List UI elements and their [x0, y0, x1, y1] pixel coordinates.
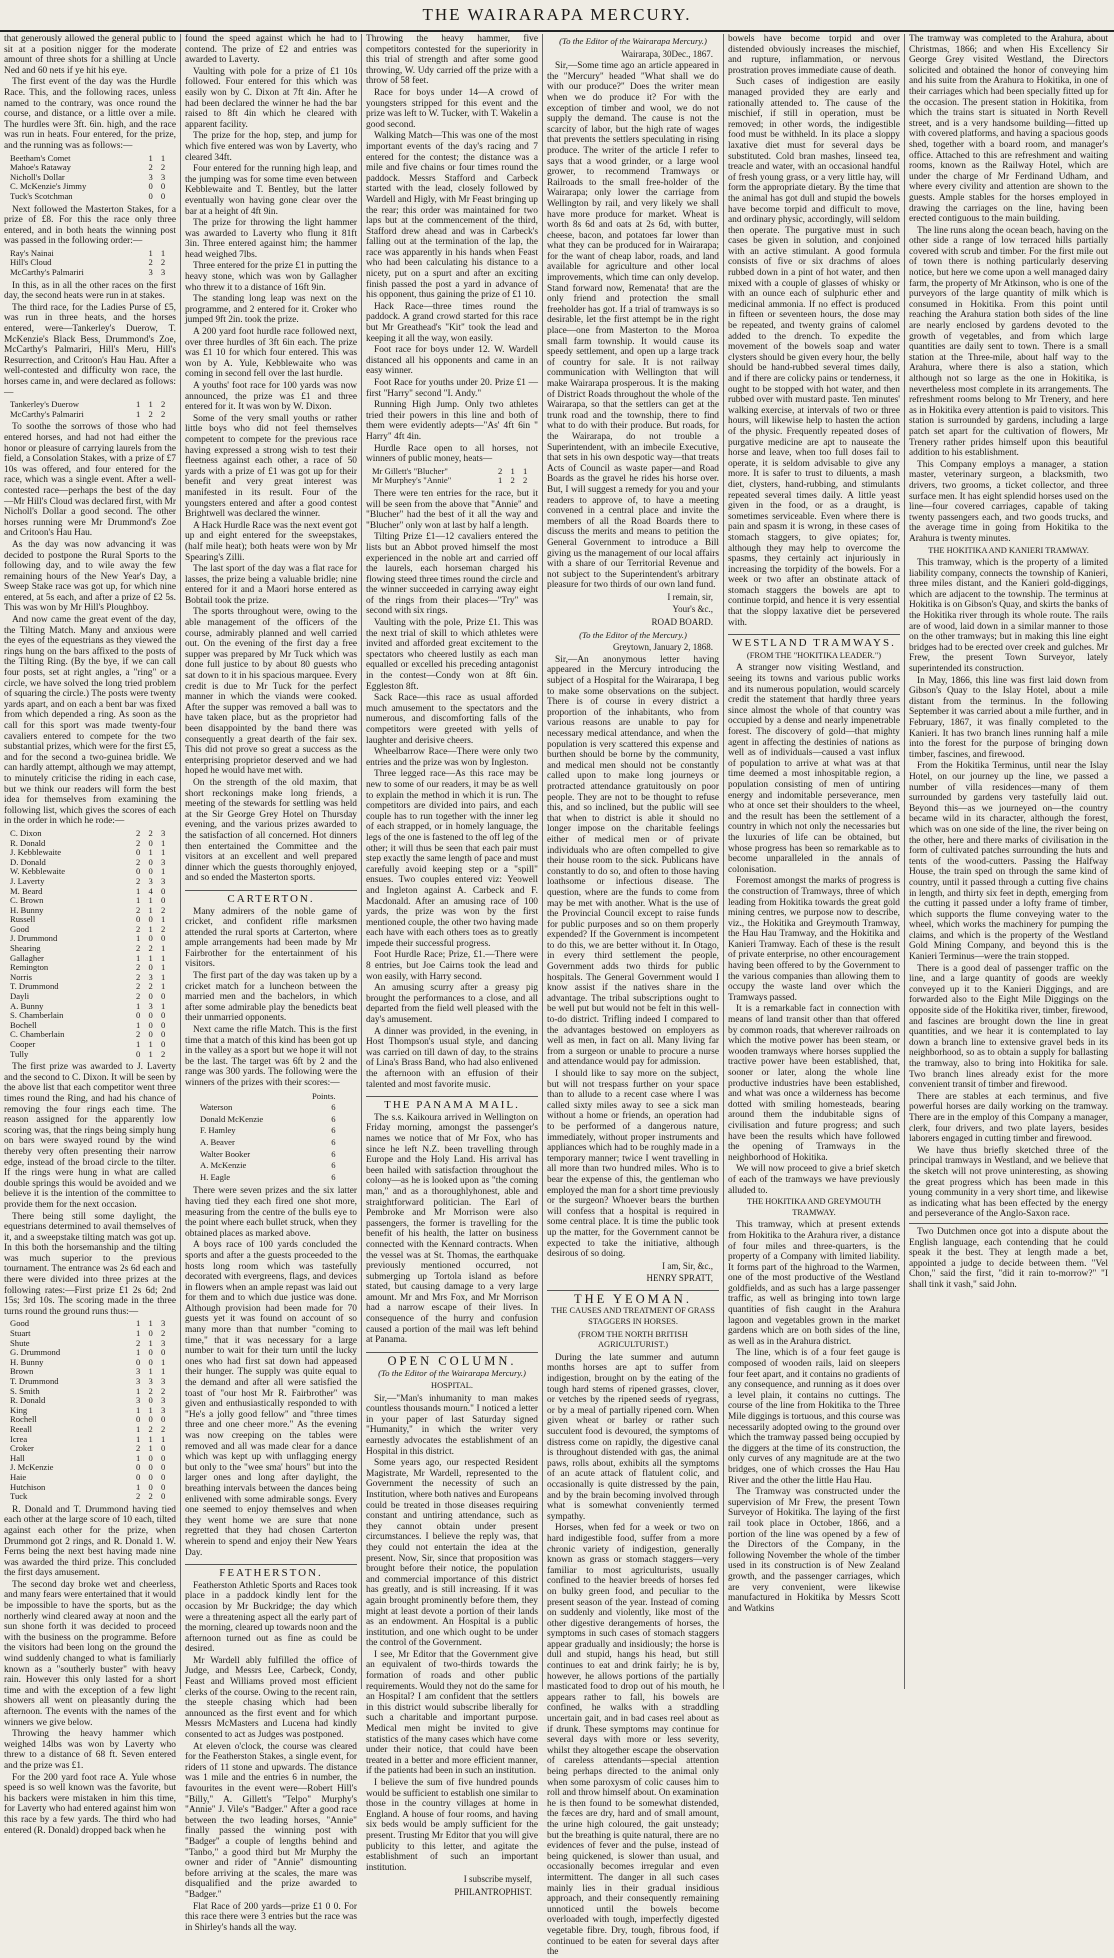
table-row [10, 1050, 168, 1060]
score: 0 1 1 [136, 847, 169, 858]
paragraph: Featherston Athletic Sports and Races took place in a paddock kindly lent for the occasion by Mr Buckridge; the day which were a threatening aspect all the early part of the morning, cleared up towards noon and the afternoon turned out as fine as could be desired. [185, 1580, 357, 1655]
score: 2 1 0 [136, 1443, 169, 1454]
paragraph: Next followed the Masterton Stakes, for a prize of £8. For this the race only three entered, and in both heats the winning post was passed in the following order:— [4, 204, 176, 247]
score: 2 0 1 [136, 962, 169, 973]
score: 1 1 0 [136, 895, 169, 906]
paragraph: Running High Jump. Only two athletes tried their powers in this line and both of them were evidently adepts—"As' 4ft 6in " Harry" 4ft 4in. [366, 400, 538, 442]
paragraph: Wheelbarrow Race—There were only two entries and the prize was won by Ingleston. [366, 747, 538, 768]
table-row [199, 1149, 337, 1161]
score: 0 0 1 [136, 914, 169, 925]
entrant: F. Hamley [200, 1125, 236, 1136]
entrant: T. Drummond [10, 1376, 59, 1386]
entrant: T. Drummond [10, 981, 59, 992]
entrant: J. Laverty [10, 875, 45, 886]
entrant: Shute [10, 1337, 30, 1348]
score: 1 1 1 [136, 952, 169, 963]
paragraph: In this, as in all the other races on the first day, the second heats were run in at stakes. [4, 280, 176, 302]
paragraph: In May, 1866, this line was first laid down from Gibson's Quay to the Islay Hotel, about a mile distant from the terminus. In the following September it was carried about a mile further, and in February, 1867, it was finally completed to the Kanieri. It has two branch lines running half a mile into the forest for the purpose of bringing down timber, fascines, and firewood. [909, 675, 1108, 760]
entrant: Mahoe's Rataway [10, 162, 71, 173]
entrant: H. Bunny [10, 904, 44, 915]
paragraph: We have thus briefly sketched three of the principal tramways in Westland, and we believe that the sketch will not prove uninteresting, as showing the great progress which has been made in this young community in a very short time, and likewise as indicating what has been effected by the energy and perseverance of the Anglo-Saxon race. [909, 1145, 1108, 1220]
paragraph: Sir,—"Man's inhumanity to man makes countless thousands mourn." I noticed a letter in your paper of last Saturday signed "Humanity," in which the writer very earnestly advocates the establishment of an Hospital in this district. [366, 1393, 538, 1457]
paragraph: Vaulting with the pole, Prize £1. This was the next trial of skill to which athletes were invited and afforded great excitement to the spectators who cheered lustily as each man equalled or excelled his preceding antagonist in the contest—Condy won at 8ft 6in. Eggleston 8ft. [366, 618, 538, 692]
paragraph: Horses, when fed for a week or two on hard indigestible food, suffer from a more chronic variety of indigestion, generally known as grass or stomach staggers—very familiar to most agriculturists, usually confined to the heavier breeds of horses fed on bulky green food, and peculiar to the present season of the year. Instead of coming on suddenly and violently, like most of the other digestive derangements of horses, the symptoms in such cases of stomach staggers appear gradually and insidiously; the horse is dull and stupid, hangs his head, but still continues to eat and drink fairly; he is by, however, he allows portions of the partially masticated food to drop out of his mouth, he appears rather to fall, his bowels are confined, he walks with a straddling uncertain gait, and in bad cases reel about as if drunk. These symptoms may continue for several days with more or less severity, whilst they altogether escape the observation of careless attendants—special attention being perhaps directed to the animal only when some paroxysm of colic causes him to roll and throw himself about. On examination he is then found to be somewhat distended, the fæces are dry, hard and of small amount, the urine high coloured, the gait unsteady; but the breathing is quite natural, there are no evidences of fever and the pulse, instead of being quickened, is slower than usual, and occasionally becomes irregular and even intermittent. The danger in all such cases mainly lies in their gradual insidious approach, and their consequently remaining unnoticed until the bowels become overloaded with tough, imperfectly digested vegetable fibre. Dry, tough, fibrous food, if continued to be eaten for several days after the [547, 1523, 719, 1958]
paragraph: At eleven o'clock, the course was cleared for the Featherston Stakes, a single event, for riders of 11 stone and upwards. The distance was 1 mile and the entries 6 in number, the favourites in the event were—Robert Hill's "Billy," A. Gillett's "Telpo" Murphy's "Annie" J. Vile's "Badger." After a good race between the two leading horses, "Annie" finally passed the winning post with "Badger" a couple of lengths behind and "Tanbo," a good third but Mr Murphy the owner and rider of "Annie" dismounting before arriving at the scales, the mare was disqualified and the prize awarded to "Badger." [185, 1741, 357, 1900]
score: 1 4 0 [136, 885, 169, 896]
blank-cell [199, 1091, 298, 1103]
results-table-masterton [10, 249, 168, 278]
score: 3 3 [148, 267, 169, 278]
score: 3 1 1 [136, 1366, 169, 1377]
score: 2 2 3 [136, 827, 169, 838]
table-row [10, 268, 168, 278]
entrant: Icrea [10, 1433, 28, 1444]
article-title-grass-staggers: THE CAUSES AND TREATMENT OF GRASS STAGGERS IN HORSES. [551, 1306, 715, 1327]
score: 2 1 2 [136, 923, 169, 934]
paragraph: The last sport of the day was a flat race for lasses, the prize being a valuable bridle; nine entered for it and a Maori horse entered as Bobtail took the prize. [185, 564, 357, 606]
paragraph: There were ten entries for the race, but it will be seen from the above that "Annie" and "Blucher" had the best of it all the way and "Blucher" only won at last by half a length. [366, 488, 538, 531]
score: 1 1 [148, 247, 169, 258]
signature-name: PHILANTROPHIST. [454, 1886, 532, 1897]
entrant: Tully [10, 1048, 29, 1059]
score: 1 2 2 [136, 1385, 169, 1396]
rifle-scores-table [199, 1091, 337, 1184]
dateline: Greytown, January 2, 1868. [613, 642, 713, 653]
paragraph: A stranger now visiting Westland, and seeing its towns and various public works and its numerous population, would scarcely credit the statement that hardly three years since almost the whole of that country was occupied by a dense and nearly impenetrable forest. The discovery of gold—that mighty agent in affecting the destinies of nations as well as of individuals—caused a vast influx of population to arrive at what was at that time deemed a most inhospitable region, a population consisting of men of untiring energy and indomitable perseverance, men who at once set their shoulders to the wheel, and the result has been the settlement of a country in which not only the necessaries but the luxuries of life can be obtained, but whose progress has been so remarkable as to become unparalleled in the annals of colonisation. [728, 663, 900, 875]
column-rule [180, 34, 181, 1689]
score: 2 1 2 [136, 904, 169, 915]
paragraph: Foremost amongst the marks of progress is the construction of Tramways, three of which leading from Hokitika towards the great gold mining centres, we purpose now to describe, viz., the Hokitika and Greymouth Tramway, the Hau Hau Tramway, and the Hokitika and Kanieri Tramway. Each of these is the result of private enterprise, no other encouragement having been offered to by the Government to the various companies than allowing them to occupy the waste land over which the Tramways passed. [728, 876, 900, 1003]
column-6 [909, 34, 1108, 1689]
paragraph: Four entered for the running high leap, and the jumping was for some time even between Kebblewaite and T. Bentley, but the latter eventually won having gone clear over the bar at a height of 4ft 9in. [185, 164, 357, 217]
score: 1 0 0 [136, 1452, 169, 1463]
score: 6 [331, 1171, 336, 1182]
entrant: Donald McKenzie [200, 1113, 264, 1124]
table-row [199, 1102, 337, 1114]
letter-title-hospital: HOSPITAL. [431, 1381, 473, 1391]
score: 2 1 1 [498, 465, 531, 476]
paragraph: The prize for throwing the light hammer was awarded to Laverty who flung it 81ft 3in. Three entered against him; the hammer head weighed 7lbs. [185, 218, 357, 260]
entrant: G. Drummond [10, 1347, 61, 1358]
paragraph: Sir,—An anonymous letter having appeared in the Mercury introducing the subject of a Hospital for the Wairarapa, I beg to make some observations on the subject. There is of course in every district a proportion of the inhabitants, who from various reasons are unable to pay for necessary medical attendance, and when the population is very scattered this expense and burthen should be borne by the community, and medical men should not be constantly called upon to make long journeys or protracted attendance gratuitously on poor people. They are not to be thought to refuse this, and so inclined, but the public will see that when to district is able it should no longer impose on the charitable feelings either of medical men or of private individuals who are often compelled to give their house room to the sick. Publicans have constantly to do so, and often to those having loathsome or infectious disease. The question, where are the funds to come from may be met with another. What is the use of the Provincial Council except to raise funds for public purposes and so on them properly expended? If the Government is incompetent to do this, we are better without it. In Otago, in every third settlement the people, Government adds two thirds for public hospitals. The General Government would I know assist if the natives share in the advantage. The tribal subscriptions ought to be well put but would not be felt in this well-to-do district. Trifling indeed I compared to the advantages bestowed on employers as well as men, in fact on all. Many living far from a surgeon or unable to procure a nurse and attendance would pay for admission. [547, 654, 719, 1068]
entrant: Remington [10, 962, 49, 973]
table-row [199, 1160, 337, 1172]
paragraph: Two Dutchmen once got into a dispute about the English language, each contending that he could speak it the best. They at length made a bet, appointed a judge to decide between them. "Vel Chon," said the first, "did it rain to-morrow?" "I shall tink it vash," said John. [909, 1226, 1108, 1290]
entrant: McCarthy's Palmariri [10, 408, 84, 419]
results-table-hurdle-open [372, 467, 530, 486]
paragraph: An amusing scurry after a greasy pig brought the performances to a close, and all departed from the field well pleased with the day's amusement. [366, 983, 538, 1026]
paragraph: found the speed against which he had to contend. The prize of £2 and entries was awarded to Laverty. [185, 34, 357, 66]
score: 3 3 3 [136, 1376, 169, 1386]
section-heading-open-column: OPEN COLUMN. [366, 1352, 538, 1367]
paragraph: Sack Race—this race as usual afforded much amusement to the spectators and the numerous, and discomforting falls of the competitors were greeted with yells of laughter and derisive cheers. [366, 693, 538, 746]
paragraph: As the day was now advancing it was decided to postpone the Rural Sports to the following day, and to wile away the few remaining hours of the New Year's Day, a Sweep Stake race was got up, for which nine entered, at 5s each, and after a prize of £2 5s. This was won by Mr Hill's Ploughboy. [4, 539, 176, 614]
entrant: M. Beard [10, 885, 43, 896]
paragraph: The standing long leap was next on the programme, and 2 entered for it. Croker who jumped 9ft 2in. took the prize. [185, 294, 357, 326]
score: 0 0 0 [136, 1010, 169, 1021]
section-heading-yeoman: THE YEOMAN. [547, 1290, 719, 1305]
paragraph: Mr Wardell ably fulfilled the office of Judge, and Messrs Lee, Carbeck, Condy, Feast and Williams proved most efficient clerks of the course. Owing to the recent rain, the steeple chasing which had been announced as the first event and for which Messrs McMasters and Lucena had kindly consented to act as Judges was postponed. [185, 1655, 357, 1741]
entrant: A. McKenzie [200, 1160, 247, 1171]
score: 1 1 2 [136, 399, 169, 410]
paragraph: I see, Mr Editor that the Government give an equivalent of two-thirds towards the formation of roads and other public requirements. Would they not do the same for an Hospital? I am confident that the settlers in this district would subscribe liberally for such a charitable and important purpose. Medical men might be invited to give statistics of the many cases which have come under their notice, that could have been treated in a better and more efficient manner, if the patients had been in such an institution. [366, 1649, 538, 1777]
paragraph: It is a remarkable fact in connection with means of land transit other than that offered by common roads, that wherever railroads on which the motive power has been steam, or wooden tramways where horses supplied the tractive power have been established, that, sooner or later, along the whole line productive industries have been established, and what was once a wilderness has become dotted with smiling homesteads, bearing around them the indubitable signs of civilisation and future progress; and such have been the results which have followed the opening of Tramways in the neighborhood of Hokitika. [728, 1004, 900, 1163]
column-1 [4, 34, 176, 1836]
entrant: King [10, 1404, 28, 1415]
editor-address: (To the Editor of the Wairarapa Mercury.) [378, 1368, 526, 1379]
score: 1 1 3 [136, 1318, 169, 1329]
column-5 [728, 34, 900, 1689]
score: 0 0 0 [136, 1414, 169, 1425]
paragraph: On the strength of the old maxim, that short reckonings make long friends, a meeting of the stewards for settling was held at the Sir George Grey Hotel on Thursday evening, and the various prizes awarded to the satisfaction of all concerned. Hot dinners then entertained the Committee and the visitors at an excellent and well prepared dinner which the guests thoroughly enjoyed, and so ended the Masterton sports. [185, 777, 357, 884]
paragraph: The second day broke wet and cheerless, and many fears were entertained that it would be impossible to have the sports, but as the northerly wind cleared away at noon and the sun shone forth it was decided to proceed with the business on the programme. Before the visitors had been long on the ground the wind suddenly changed to what is familiarly known as a "southerly buster" with heavy rain. However this only lasted for a short time and with the exception of a few light showers all went on pleasantly during the afternoon. The events with the names of the winners we give below. [4, 1579, 176, 1728]
score: 0 0 0 [136, 1471, 169, 1482]
paragraph: For the 200 yard foot race A. Yule whose speed is so well known was the favorite, but his backers were mistaken in him this time, for Laverty who had entered against him won this race by a few yards. The third who had entered (R. Donald) dropped back when he [4, 1772, 176, 1836]
paragraph: I believe the sum of five hundred pounds would be sufficient to establish one similar to those in the country villages at home in England. A house of four rooms, and having six beds would be amply sufficient for the present. Trusting Mr Editor that you will give publicity to this letter, and agitate the establishment of such an important institution. [366, 1778, 538, 1873]
score: 1 0 2 [136, 1328, 169, 1339]
entrant: A. Beaver [200, 1136, 235, 1147]
score: 2 3 1 [136, 971, 169, 982]
paragraph: A dinner was provided, in the evening, in Host Thompson's usual style, and dancing was carried on till dawn of day, to the strains of Lina's Brass Band, who had also enlivened the afternoon with an effusion of their talented and most favorite music. [366, 1026, 538, 1090]
paragraph: Vaulting with pole for a prize of £1 10s followed. Four entered for this which was easily won by C. Dixon at 7ft 4in. After he had been declared the winner he had the bar raised to 8ft 4in which he cleared with apparent facility. [185, 66, 357, 130]
score: 6 [331, 1125, 336, 1136]
entrant: Tankerley's Duerow [10, 399, 79, 410]
score: 1 0 0 [136, 1347, 169, 1358]
entrant: Beetham's Comet [10, 152, 71, 163]
subheading-hokitika-kanieri: THE HOKITIKA AND KANIERI TRAMWAY. [928, 545, 1089, 555]
table-row [372, 476, 530, 486]
signature-line: I remain, sir, [667, 591, 713, 602]
entrant: C. Dixon [10, 827, 42, 838]
table-row [199, 1114, 337, 1126]
score: 2 2 [148, 257, 169, 268]
score: 6 [331, 1148, 336, 1159]
editor-address: (To the Editor of the Wairarapa Mercury.) [559, 36, 707, 46]
entrant: Dayli [10, 991, 30, 1002]
entrant: Waterson [200, 1102, 233, 1113]
article-source: (FROM THE "HOKITIKA LEADER.") [746, 650, 882, 660]
paragraph: Race for boys under 14—A crowd of youngsters stripped for this event and the prize was left to W. Tucker, with T. Wakelin a good second. [366, 87, 538, 130]
score: 2 2 [148, 162, 169, 173]
score: 6 [331, 1136, 336, 1147]
paragraph: There were seven prizes and the six latter having tied they each fired one shot more, measuring from the centre of the bulls eye to the point where each bullet struck, when they obtained places as marked above. [185, 1186, 357, 1239]
article-source: (FROM THE NORTH BRITISH AGRICULTURIST.) [578, 1329, 688, 1350]
entrant: Tuck [10, 1491, 28, 1502]
paragraph: There are stables at each terminus, and five powerful horses are daily working on the tramway. There are in the employ of this Company a manager, clerk, four drivers, and two plate layers, besides laborers engaged in cutting timber and firewood. [909, 1091, 1108, 1145]
paragraph: Throwing the heavy hammer, five competitors contested for the superiority in this trial of strength and after some good throwing, W. Udy carried off the prize with a throw of 58 feet. [366, 34, 538, 87]
paragraph: During the late summer and autumn months horses are apt to suffer from indigestion, brought on by the eating of the tough hard stems of ripened grasses, clover, or vetches by the ripened seeds of ryegrass, or by a meal of partially ripened corn. When given wheat or barley or rather such succulent food is devoured, the symptoms of distress come on rapidly, the digestive canal is throughout distended with gas, the animal paws, rolls about, exhibits all the symptoms of an acute attack of flatulent colic, and occasionally is quite distressed by the pain, and by the brain becoming involved through what is somewhat conveniently termed sympathy. [547, 1352, 719, 1522]
paragraph: Foot race for boys under 12. W. Wardell distanced all his opponents and came in an easy winner. [366, 345, 538, 377]
entrant: Haie [10, 1471, 27, 1482]
table-row [10, 1492, 168, 1502]
results-table-ladies-purse [10, 400, 168, 419]
score: 2 2 1 [136, 943, 169, 954]
entrant: A. Bunny [10, 1000, 44, 1011]
signature-name: HENRY SPRATT, [646, 1273, 713, 1284]
entrant: Cooper [10, 1039, 36, 1049]
score: 0 0 0 [136, 1462, 169, 1473]
entrant: Reeall [10, 1423, 32, 1434]
entrant: Gallagher [10, 952, 44, 963]
score: 2 3 3 [136, 875, 169, 886]
entrant: Good [10, 923, 30, 934]
signature-line: I am, Sir, &c., [662, 1260, 713, 1271]
section-heading-panama-mail: THE PANAMA MAIL. [366, 1096, 538, 1111]
entrant: H. Eagle [200, 1171, 231, 1182]
entrant: S. Smith [10, 1385, 40, 1396]
entrant: C. Chamberlain [10, 1029, 65, 1040]
score: 1 2 2 [136, 1423, 169, 1434]
score: 2 0 3 [136, 856, 169, 867]
paragraph: The first prize was awarded to J. Laverty and the second to C. Dixon. It will be seen by the above list that each competitor went three times round the Ring, and had his chance of removing the four rings each time. The reason assigned for the apparently low scoring was, that the rings being simply hung on bars were swayed round by the wind thereby very often presenting their narrow edge, instead of the broad circle to the tilter. If the rings were hung in what are called double springs this would be avoided and we believe it is the intention of the committee to provide them for the next occasion. [4, 1062, 176, 1210]
score: 1 0 0 [136, 933, 169, 944]
section-heading-carterton: CARTERTON. [185, 890, 357, 905]
paragraph: Some of the very small youths or rather little boys who did not feel themselves competent to compete for the previous race having expressed a strong wish to test their fleetness against each other, a race of 50 yards with a prize of £1 was got up for their benefit and very great interest was manifested in its result. Four of the youngsters entered and after a good contest Brightwell was declared the winner. [185, 413, 357, 520]
entrant: Croker [10, 1443, 34, 1454]
column-4 [547, 34, 719, 1958]
results-table-sweepstake-tilting [10, 1319, 168, 1501]
paragraph: Such cases of indigestion are easily managed provided they are early and rationally attended to. The cause of the mischief, if still in operation, must be removed; in other words, the indigestible food must be withheld. In its place a sloppy laxative diet must for several days be substituted. Cold bran mashes, linseed tea, treacle and water, with an occasional handful of fresh young grass, or a very little hay, will form the appropriate dietary. By the time that the animal has got dull and stupid the bowels have become torpid and difficult to move, and ordinary physic, accordingly, will seldom then operate. The purgative must in such cases be given in solution, and conjoined with an active stimulant. A good formula consists of five or six drachms of aloes rubbed down in a pint of hot water, and then mixed with a couple of glasses of whisky or with an ounce each of sulphuric ether and medicinal ammonia. If no effect is produced in fifteen or seventeen hours, the dose may be repeated, and twenty grains of calomel added to the drench. To expedite the movement of the bowels soap and water clysters should be given every hour, the belly should be hand-rubbed several times daily, and if there are colicky pains or tenderness, it ought to be stopped with hot water, and then rubbed over with mustard paste. Ten minutes' walking exercise, at intervals of two or three hours, will likewise help to hasten the action of the physic. Frequently repeated doses of purgative medicine are apt to nauseate the horse and leave, when too full doses fail to operate, it is seldom advisable to give any more. It is safer to trust to diluents, a mash diet, clysters, hand-rubbing, and stimulants repeated several times daily. A little yeast given in the food, or as a draught, is sometimes serviceable. Even where there is pain and spasm it is wrong, in these cases of stomach staggers, to give opiates; for, although they may help to overcome the spasms, they certainly act injuriously in increasing the torpidity of the bowels. For a week or two after an obstinate attack of stomach staggers the bowels are apt to continue torpid, and hence it is very essential that the sloppy laxative diet be persevered with. [728, 77, 900, 628]
columns [4, 34, 1110, 1958]
paragraph: This tramway, which is the property of a limited liability company, connects the township of Kanieri, three miles distant, and the Kanieri gold-diggings, which are adjacent to the township. The terminus at Hokitika is on Gibson's Quay, and skirts the banks of the Hokitika river through its whole route. The rails are of wood, laid down in a similar manner to those on the other tramways; but in making this line eight bridges had to be erected over creek and gulches. Mr Frew, the present Town Surveyor, lately superintended its construction. [909, 558, 1108, 675]
paragraph: The prize for the hop, step, and jump for which five entered was won by Laverty, who cleared 34ft. [185, 131, 357, 163]
paragraph: A youths' foot race for 100 yards was now announced, the prize was £1 and three entered for it. It was won by W. Dixon. [185, 381, 357, 413]
score: 2 1 3 [136, 1337, 169, 1348]
entrant: R. Donald [10, 837, 46, 848]
dateline: Wairarapa, 30Dec., 1867. [621, 48, 713, 59]
subheading-hokitika-greymouth: THE HOKITIKA AND GREYMOUTH TRAMWAY. [746, 1197, 882, 1217]
score: 1 1 [148, 152, 169, 163]
entrant: D. Donald [10, 856, 46, 867]
signature-line: Your's &c., [672, 604, 713, 615]
paragraph: From the Hokitika Terminus, until near the Islay Hotel, on our journey up the line, we passed a number of villa residences—many of them surrounded by gardens very tastefully laid out. Beyond this—as we journeyed on—the country became wild in its character, although the forest, which was on one side of the line, the river being on the other, here and there marks of civilisation in the form of cultivated patches surrounding the huts and tents of the wood-cutters. Passing the Halfway House, the train sped on through the same kind of country, until it passed through a cutting five chains in length, and thirty six feet in depth, emerging from the cutting it passed under a lofty frame of timber, which supports the flume conveying water to the wheel, which works the machinery for pumping the claims, and which is the property of the Westland Gold Mining Company, and beyond this is the Kanieri Terminus—were the train stopped. [909, 761, 1108, 963]
entrant: Russell [10, 914, 36, 925]
paragraph: And now came the great event of the day, the Tilting Match. Many and anxious were the eyes of the equestrians as they viewed the rings hung on the bars affixed to the posts of the Tilting Ring. (By the bye, if we can call four posts, set at right angles, a "ring" or a circle, we have solved the long tried problem of squaring the circle.) The posts were twenty yards apart, and on each a bent bar was fixed from which depended a ring. As soon as the call for this sport was made twenty-four cavaliers entered to compete for the two substantial prizes, which were for the first £5, and for the second a two-guinea bridle. We can hardly attempt, although we may attempt, to minutely criticise the riding in each case, but we think our readers will form the best idea for themselves from examining the following list, which gives the scores of each in the order in which he rode:— [4, 615, 176, 827]
paragraph: The s.s. Kaikoura arrived in Wellington on Friday morning, amongst the passenger's names we notice that of Mr Fox, who has since he left N.Z. been travelling through Europe and the Holy Land. His arrival has been hailed with satisfaction throughout the colony—as he is looked upon as "the coming man," and as a thoroughlyhonest, able and straightforward politician. The Earl of Pembroke and Mr Morrison were also passengers, the former is travelling for the benefit of his health, the latter on business connected with the Kennard contracts. When the vessel was at St. Thomas, the earthquake previously mentioned occurred, not submerging up Tortola island as before stated, but causing damage to a very large amount. Mr and Mrs Fox, and Mr Morrison had a narrow escape of their lives. In consequence of the hurry and confusion caused a portion of the mail was left behind at Panama. [366, 1112, 538, 1346]
paragraph: This tramway, which at present extends from Hokitika to the Arahura river, a distance of four miles and three-quarters, is the property of a Company with limited liability. It forms part of the highroad to the Warmen, one of the most productive of the Westland goldfields, and as such has a large passenger traffic, as well as bringing into town large quantities of fish caught in the Arahura lagoon and vegetables grown in the market gardens which are on both sides of the line, as well as in the Arahura district. [728, 1220, 900, 1347]
column-3 [366, 34, 538, 1897]
paragraph: A boys race of 100 yards concluded the sports and after a the guests proceeded to the hosts long room which was tastefully decorated with evergreens, flags, and devices in flowers when an ample repast was laid out for them and to which due justice was done. Although provision had been made for 70 guests yet it was found on account of so many more than that number "coming to time," that it was necessary for a large number to wait for their turn until the lucky ones who had first sat down had appeased their hunger. The supply was quite equal to the demand and after all were satisfied the toast of "our host Mr R. Fairbrother" was given and enthusiastically responded to with "He's a jolly good fellow" and "three times three and one cheer more." As the evening was now creeping on the tables were removed and all was made clear for a dance which was kept up with unflagging energy but only to the "wee sma' hours" but into the larger ones and long after daylight, the breathing intervals between the dances being enlivened with some admirable songs. Every one seemed to enjoy themselves and when they went home we are sure that none regretted that they had chosen Carterton wherein to spend and enjoy their New Years Day. [185, 1240, 357, 1558]
table-row [10, 410, 168, 420]
score: 1 3 1 [136, 1000, 169, 1011]
score: 2 2 1 [136, 981, 169, 992]
entrant: Mr Murphey's "Annie" [372, 475, 452, 486]
entrant: Walter Booker [200, 1148, 251, 1159]
paragraph: A Hack Hurdle Race was the next event got up and eight entered for the sweepstakes, (half mile heat); both heats were won by Mr Spearing's Zilli. [185, 520, 358, 563]
score: 0 0 1 [136, 866, 169, 877]
entrant: Rochell [10, 1414, 37, 1425]
score: 1 0 0 [136, 1019, 169, 1030]
table-row [199, 1137, 337, 1149]
paragraph: The first event of the day was the Hurdle Race. This, and the following races, unless named to the contrary, was once round the course, and distance, or a little over a mile. The hurdles were 3ft. 6in. high, and the race was run in heats. Four entered, for the prize, and the running was as follows:— [4, 77, 176, 151]
paragraph: Some years ago, our respected Resident Magistrate, Mr Wardell, represented to the Government the necessity of such an Institution, where both natives and Europeans could be treated in those diseases requiring constant and untiring attendance, such as they cannot obtain under present circumstances. I believe the reply was, that they could not entertain the idea at the present. Now, Sir, since that proposition was brought before their notice, the population and commercial importance of this district has greatly, and is still increasing. If it was again brought prominently before them, they might at least devote a portion of their lands as an endowment. An Hospital is a public institution, and one which ought to be under the control of the Government. [366, 1458, 538, 1649]
entrant: Stuart [10, 1328, 31, 1339]
entrant: J. Kebblewaite [10, 847, 62, 858]
paragraph: Hurdle Race open to all horses, not winners of public money, heats— [366, 443, 538, 465]
paragraph: Tilting Prize £1—12 cavaliers entered the lists but an Abbot proved himself the most experienced in the noble art and carried off the laurels, each horseman charged his flowing steed three times round the circle and the winner succeeded in carrying away eight of the rings from their places—"Try" was second with six rings. [366, 532, 538, 617]
paragraph: Next came the rifle Match. This is the first time that a match of this kind has been got up in the valley as a sport but we hope it will not be the last. The target was 6ft by 2 and the range was 300 yards. The following were the winners of the prizes with their scores:— [185, 1025, 357, 1088]
score: 2 2 0 [136, 1491, 169, 1502]
paragraph: The third race, for the Ladies Purse of £5, was run in three heats, and the horses entered, were—Tankerley's Duerow, T. McKenzie's Black Bess, Drummond's Zoe, McCarthy's Palmariri, Hill's Meru, Hill's Resurrection, and Critoon's Hau Hau. After a well-contested and difficulty won race, the horses came in, and were declared as follows:— [4, 302, 176, 398]
paragraph: There being still some daylight, the equestrians determined to avail themselves of it, and a sweepstake tilting match was got up. In this both the horsemanship and the tilting was much superior to the previous tournament. The entrance was 2s 6d each and there were divided into three prizes at the following rates:—First prize £1 2s 6d; 2nd 15s; 3rd 10s. The scoring made in the three turns round the ground runs thus:— [4, 1211, 176, 1317]
score: 1 0 0 [136, 1481, 169, 1492]
score: 6 [331, 1113, 336, 1124]
paragraph: Throwing the heavy hammer which weighed 14lbs was won by Laverty who threw to a distance of 68 ft. Seven entered and the prize was £1. [4, 1729, 176, 1771]
section-divider [909, 1223, 1108, 1224]
entrant: S. Chamberlain [10, 1010, 64, 1021]
paragraph: Sir,—Some time ago an article appeared in the "Mercury" headed "What shall we do with our produce?" Does the writer mean when we do produce it? For with the exception of timber and wool, we do not supply the demand. The cause is not the scarcity of labor, but the high rate of wages that prevents the settlers speculating in rising produce. The writer of the article I refer to says that a wood grinder, or a large wool grower, to recommend Tramways or Railroads to the small free-holder of the Wairarapa; only lower the carriage from Wellington by rail, and very likely we shall have more produce for market. Wheat is worth 8s 6d and oats at 2s 6d, with butter, cheese, bacon, and potatoes far lower than what they can be produced for in Wairarapa; for the want of cheap labor, roads, and land available for agriculture and other local improvements, which time can only develop. Stand forward now, Remenata! that are the only friend and protection the small freeholder has got. If a trial of tramways is so desirable, let the first attempt be in the right place—one from Masterton to the Moroa small farm township. It would cause its speedy settlement, and open up a large track of country for sale. It is not railway communication with Wellington that will make Wairarapa prosperous. It is the making of District Roads throughout the whole of the Wairarapa, so that the settlers can get at the trunk road and the township, there to find what to do with their produce. But roads, for the Wairarapa, do not trouble a Superintendent, with an imbecile Executive, that sets in his own despotic way—that treats Acts of Council as waste paper—and Road Boards as the gravel he rides his horse over. But, I will suggest a remedy for you and your readers to approve of, to have a meeting convened in a central place and invite the members of all the Road Boards there to discuss the merits and means to petition the General Government to introduce a Bill giving us the management of our local affairs with a share of our Territorial Revenue and not subject to the Superintendent's arbitrary pleasure for two thirds of our own land fund. [547, 61, 719, 591]
paragraph: The Tramway was constructed under the supervision of Mr Frew, the present Town Surveyor of Hokitika. The laying of the first rail took place in October, 1866, and a portion of the line was opened by a few of the Directors of the Company, in the following November the whole of the timber used in its construction is of New Zealand growth, and the passenger carriages, which are very convenient, were likewise manufactured in Hokitika by Messrs Scott and Watkins [728, 1487, 900, 1614]
paragraph: Walking Match—This was one of the most important events of the day's racing and 7 entered for the contest; the distance was a mile and five chains or four times round the paddock. Messrs Stafford and Carbeck started with the lead, closely followed by Wardell and Higly, with Mr Feast bringing up the rear; this order was maintained for two laps but at the commencement of the third, Stafford drew ahead and was in Carbeck's falling out at the termination of the lap, the race was apparently in his hands when Feast who had been calculating his distance to a nicety, put on a spurt and after an exciting finish passed the post a yard in advance of his opponent, thus gaining the prize of £1 10. [366, 131, 538, 301]
paragraph: The first part of the day was taken up by a cricket match for a luncheon between the married men and the bachelors, in which after some admirable play the benedicts beat their unmarried opponents. [185, 971, 357, 1024]
entrant: McCarthy's Palmariri [10, 267, 84, 278]
entrant: J. McKenzie [10, 1462, 54, 1473]
paragraph: Flat Race of 200 yards—prize £1 0 0. For this race there were 3 entries but the race was in Shirley's hands all the way. [185, 1901, 357, 1933]
entrant: Mr Gillett's "Blucher" [372, 465, 448, 476]
score: 2 0 1 [136, 837, 169, 848]
paragraph: R. Donald and T. Drummond having tied each other at the large score of 10 each, tilted against each other for the prize, when Drummond got 2 rings, and R. Donald 1. W. Ferns being the next best having made nine was awarded the third prize. This concluded the first days amusement. [4, 1504, 176, 1579]
score: 3 0 3 [136, 1395, 169, 1406]
entrant: Tuck's Scotchman [10, 190, 73, 201]
entrant: J. Drummond [10, 933, 58, 944]
entrant: Norris [10, 971, 32, 982]
paragraph: Foot Hurdle Race; Prize, £1.—There were 8 entries, but Joe Cairns took the lead and won easily, with Harry second. [366, 950, 538, 982]
entrant: Bochell [10, 1019, 37, 1030]
entrant: Hill's Cloud [10, 257, 52, 268]
column-rule [361, 34, 362, 1689]
paragraph: Three legged race—As this race may be new to some of our readers, it may be as well to explain the method in which it is run. The competitors are divided into pairs, and each couple has to run together with the inner leg of each strapped, or in homely language, the legs of the one is fastened to the off leg of the other; it will thus be seen that each pair must step exactly the same length of pace and must carefully avoid keeping step or a "spill" ensues. Two couples entered viz: Yeowell and Ingleton against A. Carbeck and F. Macdonald. After an amusing race of 100 yards, the prize was won by the first mentioned couple, the other two having made each have with each others toes as to greatly impede their successful progress. [366, 769, 538, 949]
score: 6 [331, 1160, 336, 1171]
paragraph: This Company employs a manager, a station master, veterinary surgeon, a blacksmith, two drivers, two grooms, a ticket collector, and three surface men. It has eight splendid horses used on the line—four covered carriages, capable of taking twenty passengers each, and two goods trucks, and the average time in going from Hokitika to the Arahura is twenty minutes. [909, 459, 1108, 544]
entrant: Brown [10, 1366, 34, 1377]
paragraph: The line runs along the ocean beach, having on the other side a range of low terraced hills partially covered with scrub and timber. For the first mile out of town there is nothing particularly deserving notice, but here we come upon a well managed dairy farm, the property of Mr Atkinson, who is one of the purveyors of the large quantity of milk which is consumed in Hokitika. From this point until reaching the Arahura station both sides of the line are nearly enclosed by gardens devoted to the growth of vegetables, and from which large quantities are daily sent to town. There is a small station at the Three-mile, about half way to the Arahura, where there is also a station, which although not so large as the one in Hokitika, is nevertheless most complete in its arrangements. The refreshment rooms belong to Mr Trenery, and here as in Hokitika every attention is paid to visitors. This station is surrounded by gardens, including a large patch set apart for the cultivation of flowers, Mr Trenery rather prides himself upon this beautiful addition to his establishment. [909, 225, 1108, 459]
paragraph: There is a good deal of passenger traffic on the line, and a large quantity of goods are weekly conveyed up it to the Kanieri Diggings, and are forwarded also to the Eight Mile Diggings on the opposite side of the Hokitika river, timber, firewood, and fascines are brought down the line in great quantities, and we hear it is contemplated to lay down a branch line to extensive gravel beds in its neighborhood, so as to obtain a supply for ballasting the tramway, also to bring into Hokitika for sale. Two branch lines already exist for the more convenient transit of timber and firewood. [909, 963, 1108, 1091]
paragraph: Three entered for the prize £1 in putting the heavy stone, which was won by Gallagher who threw it to a distance of 16ft 9in. [185, 261, 357, 293]
paragraph: that generously allowed the general public to sit at a position nigger for the moderate amount of three shots for a shilling at Uncle Ned and 60 nets if ye hit his eye. [4, 34, 176, 76]
paragraph: Hack Race—three times round the paddock. A grand crowd started for this race but Mr Greathead's "Kit" took the lead and keeping it all the way, won easily. [366, 301, 538, 344]
entrant: W. Kebblewaite [10, 866, 66, 877]
table-row [10, 192, 168, 202]
score: 0 0 1 [136, 1356, 169, 1367]
column-2 [185, 34, 358, 1933]
results-table-tilting [10, 829, 168, 1059]
table-row [199, 1125, 337, 1137]
score: 1 1 3 [136, 1404, 169, 1415]
paragraph: I should like to say more on the subject, but will not trespass further on your space than to allude to a recent case where I was called sixty miles away to see a sick man without a home or friends, an operation had to be performed of a dangerous nature, immediately, without proper instruments and appliances which had to be roughly made in a temporary manner; twice I went travelling in all more than two hundred miles. Who is to bear the expense of this, the gentleman who employed the man for a short time previously or the surgeon? Whoever bears the burthen will confess that a hospital is required in some central place. It is time the public took up the matter, for the Government cannot be expected to take the initiative, although desirous of so doing. [547, 1069, 719, 1260]
score: 2 0 0 [136, 991, 169, 1002]
results-table-hurdle [10, 154, 168, 202]
entrant: R. Donald [10, 1395, 46, 1406]
paragraph: The tramway was completed to the Arahura, about Christmas, 1866; and when His Excellency Sir George Grey visited Westland, the Directors solicited and obtained the honor of conveying him and his suite from the Arahura to Hokitika, in one of their carriages which had been specially fitted up for the occasion. The present station in Hokitika, from which the trains start is situated in North Revell street, and is a very handsome building—fitted up with covered platforms, and having a spacious goods shed, together with a board room, and manager's office. Attached to this are refreshment and waiting rooms, known as the Railway Hotel, which are under the charge of Mr Ferdinand Udham, and where every civility and attention are shown to the guests. Ample stables for the horses employed in drawing the carriages on the line, having been erected contiguous to the main building. [909, 34, 1108, 225]
paragraph: The line, which is of a four feet gauge is composed of wooden rails, laid on sleepers four feet apart, and it contains no gradients of any consequence, and running as it does over a level plain, it contains no cuttings. The course of the line from Hokitika to the Three Mile diggings is tortuous, and this course was necessarily adopted owing to the ground over which the tramway passed being occupied by the diggers at the time of its construction, the only curves of any magnitude are at the two bridges, one of which crosses the Hau Hau River and the other the little Hau Hau. [728, 1348, 900, 1486]
masthead [0, 0, 1114, 32]
entrant: C. McKenzie's Jimmy [10, 181, 87, 192]
score: 1 2 2 [136, 408, 169, 419]
entrant: Shearing [10, 943, 41, 954]
entrant: Hutchison [10, 1481, 46, 1492]
table-row [199, 1172, 337, 1184]
table-header-row [199, 1091, 337, 1103]
score: 1 1 1 [136, 1433, 169, 1444]
paragraph: To soothe the sorrows of those who had entered horses, and had not had either the honor or pleasure of carrying laurels from the field, a Consolation Stakes, with a prize of £7 10s was offered, and four entered for the race, which was a single event. After a well-contested race—perhaps the best of the day—Mr Hill's Cloud was declared first, with Mr Nicholl's Dollar a good second. The other horses running were Mr Drummond's Zoe and Critoon's Hau Hau. [4, 422, 176, 539]
score: 0 1 2 [136, 1048, 169, 1059]
paragraph: A 200 yard foot hurdle race followed next, over three hurdles of 3ft 6in each. The prize was £1 10 for which four entered. This was won by A. Yule, Kebblewaite who was coming in second fell over the last hurdle. [185, 327, 357, 380]
points-header: Points. [311, 1090, 336, 1101]
column-rule [542, 34, 543, 1689]
paragraph: The sports throughout were, owing to the able management of the officers of the course, admirably planned and well carried out. On the evening of the first day a free supper was prepared by Mr Tuck which was done full justice to by about 80 guests who sat down to it in his spacious marquee. Every credit is due to Mr Tuck for the perfect manner in which the viands were cooked. After the supper was removed a ball was to have taken place, but as the proprietor had been disappointed by the band there was consequently a great dearth of the fair sex. This did not prove so great a success as the enterprising proprietor deserved and we had hoped he would have met with. [185, 607, 357, 777]
paragraph: bowels have become torpid and over distended obviously increases the mischief, and rupture, inflammation, or nervous prostration proves immediate cause of death. [728, 34, 900, 76]
editor-address: (To the Editor of the Mercury.) [579, 629, 687, 640]
signature-name: ROAD BOARD. [651, 617, 713, 628]
entrant: Ray's Nainai [10, 247, 54, 258]
section-heading-featherston: FEATHERSTON. [185, 1564, 357, 1579]
entrant: Nicholl's Dollar [10, 171, 65, 182]
section-heading-westland-tramways: WESTLAND TRAMWAYS. [728, 634, 900, 649]
score: 2 0 0 [136, 1029, 169, 1040]
entrant: Hall [10, 1452, 25, 1463]
score: 0 0 [148, 190, 169, 201]
score: 1 2 2 [498, 475, 531, 486]
paper-title: THE WAIRARAPA MERCURY. [422, 5, 692, 24]
signature-line: I subscribe myself, [463, 1874, 532, 1885]
entrant: H. Bunny [10, 1356, 44, 1367]
paragraph: Many admirers of the noble game of cricket, and confident rifle marksmen attended the rural sports at Carterton, where ample arrangements had been made by Mr Fairbrother for the entertainment of his visitors. [185, 906, 357, 970]
entrant: Good [10, 1318, 30, 1329]
paragraph: Foot Race for youths under 20. Prize £1 —first "Harry" second "I. Andy." [366, 378, 538, 399]
score: 3 3 [148, 171, 169, 182]
score: 1 1 0 [136, 1039, 169, 1049]
column-rule [723, 34, 724, 1689]
score: 0 0 [148, 181, 169, 192]
column-rule [904, 34, 905, 1689]
paragraph: We will now proceed to give a brief sketch of each of the tramways we have previously alluded to. [728, 1164, 900, 1196]
entrant: C. Brown [10, 895, 44, 906]
score: 6 [331, 1102, 336, 1113]
